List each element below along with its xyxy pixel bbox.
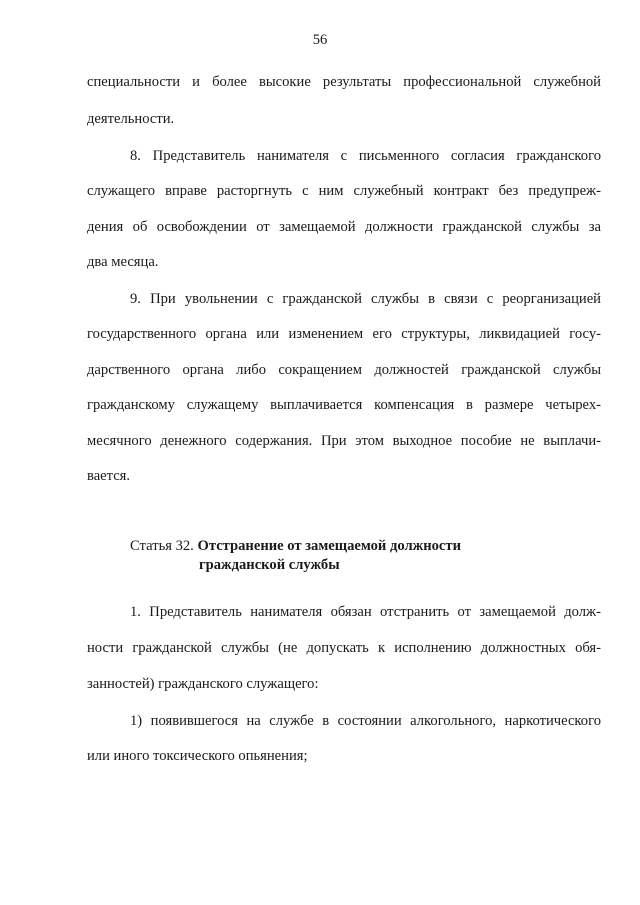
paragraph-line: месячного денежного содержания. При этом выходное пособие не выплачи- [87,433,601,449]
paragraph-line: 9. При увольнении с гражданской службы в связи с реорганизацией [130,291,601,307]
article-title: Отстранение от замещаемой должности [197,538,461,554]
article-title-continuation: гражданской службы [199,557,340,573]
paragraph-line: вается. [87,468,131,484]
paragraph-line: специальности и более высокие результаты профессиональной служебной [87,74,601,90]
paragraph-line: два месяца. [87,254,159,270]
paragraph-line: занностей) гражданского служащего: [87,676,319,692]
paragraph-line: ности гражданской службы (не допускать к исполнению должностных обя- [87,640,601,656]
page-number: 56 [312,32,328,48]
paragraph-line: 8. Представитель нанимателя с письменного согласия гражданского [130,148,601,164]
article-heading [130,537,461,555]
paragraph-line: 1) появившегося на службе в состоянии алкогольного, наркотического [130,713,601,729]
paragraph-line: государственного органа или изменением его структуры, ликвидацией госу- [87,326,601,342]
paragraph-line: деятельности. [87,111,175,127]
paragraph-line: дарственного органа либо сокращением должностей гражданской службы [87,362,601,378]
paragraph-line: дения об освобождении от замещаемой должности гражданской службы за [87,219,601,235]
paragraph-line: гражданскому служащему выплачивается компенсация в размере четырех- [87,397,601,413]
paragraph-line: 1. Представитель нанимателя обязан отстранить от замещаемой долж- [130,604,601,620]
paragraph-line: или иного токсического опьянения; [87,748,308,764]
article-label: Статья 32. [130,538,194,554]
paragraph-line: служащего вправе расторгнуть с ним служебный контракт без предупреж- [87,183,601,199]
